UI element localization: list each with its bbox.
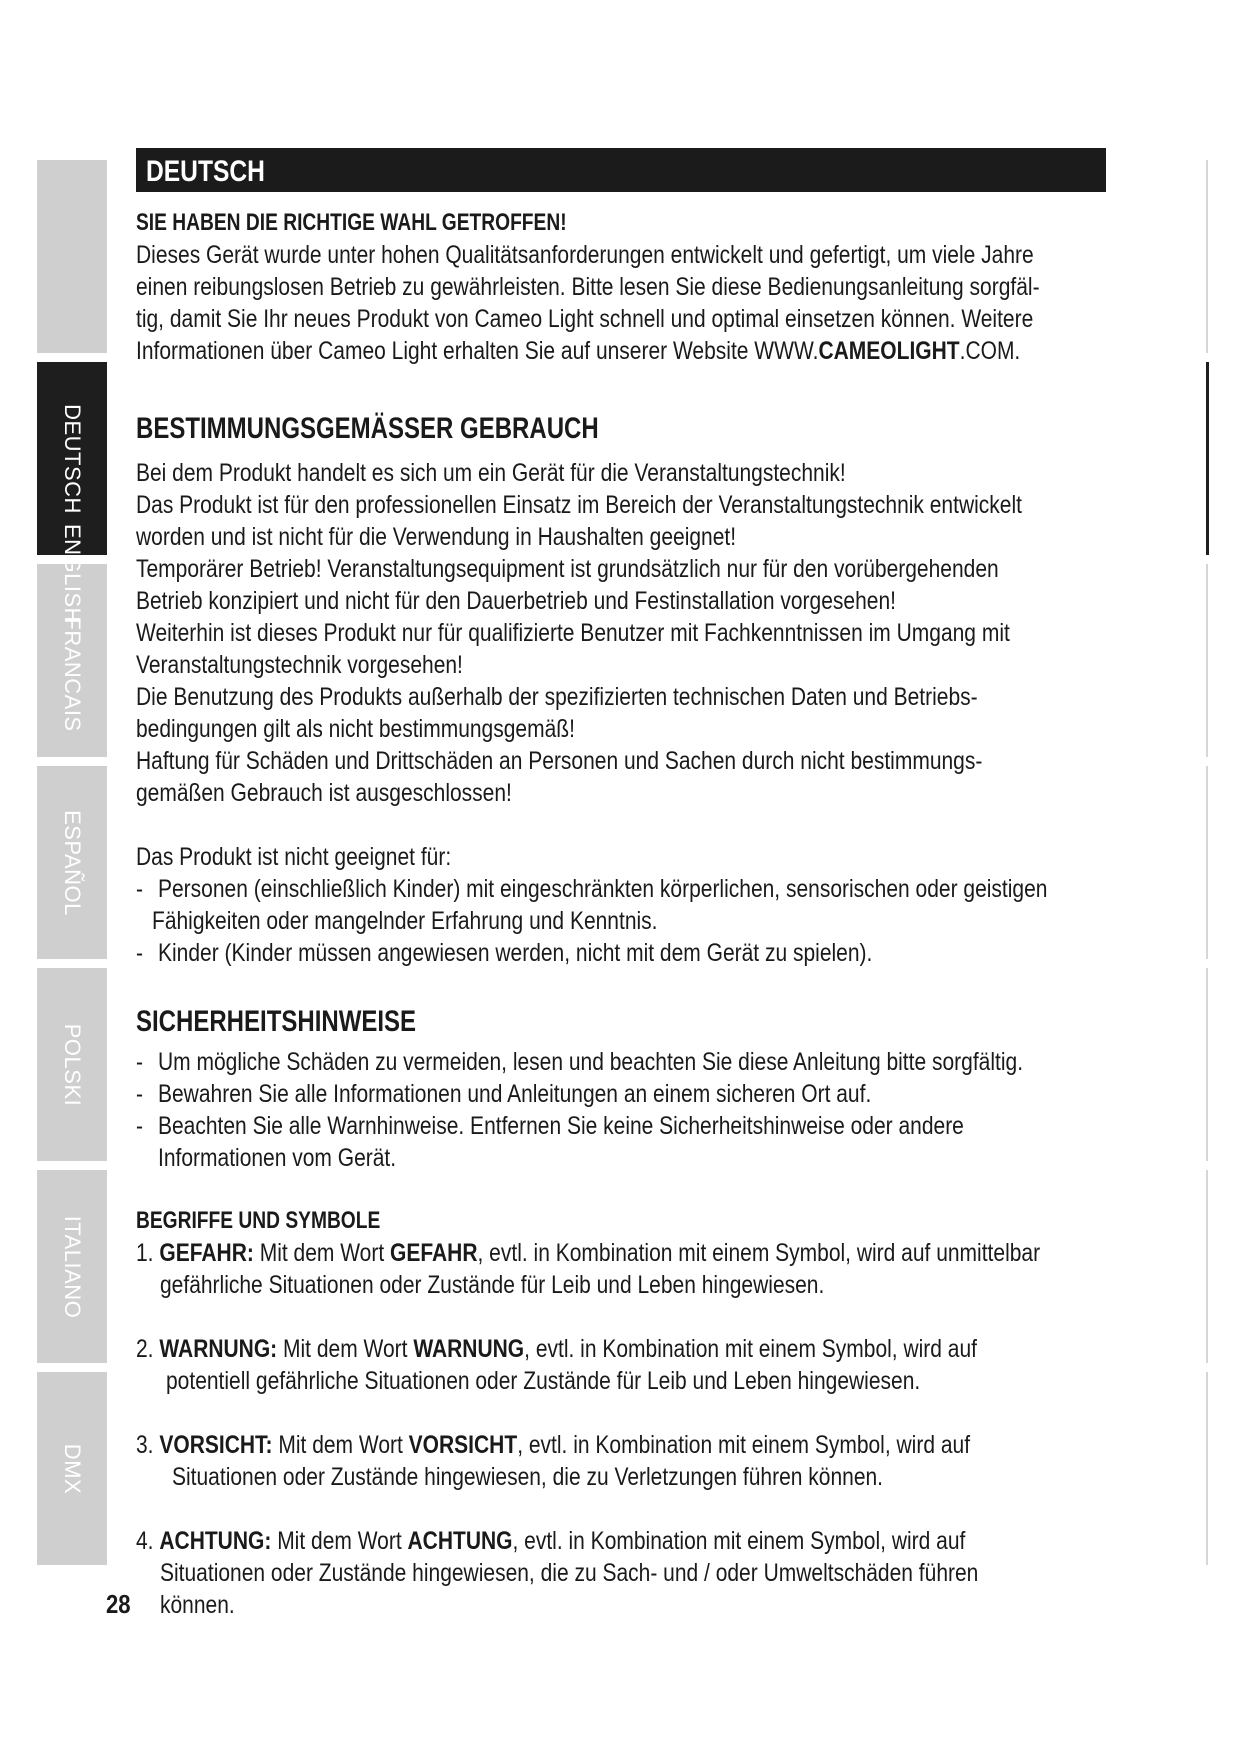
intended-use-line: bedingungen gilt als nicht bestimmungsgemäß!	[136, 715, 575, 743]
website-brand: CAMEOLIGHT	[818, 337, 960, 365]
right-edge-mark	[1206, 1170, 1208, 1363]
intended-use-line: Bei dem Produkt handelt es sich um ein Gerät für die Veranstaltungstechnik!	[136, 459, 846, 487]
page-number: 28	[106, 1589, 131, 1619]
tab-label-deutsch: DEUTSCH	[60, 403, 85, 514]
safety-section	[136, 1002, 1136, 1174]
intended-use-line: worden und ist nicht für die Verwendung in Haushalten geeignet!	[136, 523, 737, 551]
tab-polski[interactable]	[37, 968, 107, 1161]
safety-heading: SICHERHEITSHINWEISE	[136, 1005, 417, 1038]
tab-label-francais: FRANCAIS	[60, 616, 85, 732]
list-item: - Um mögliche Schäden zu vermeiden, lesen und beachten Sie diese Anleitung bitte sorgfältig.	[136, 1048, 1024, 1076]
tab-label-espanol: ESPAÑOL	[60, 809, 85, 916]
intended-use-line: gemäßen Gebrauch ist ausgeschlossen!	[136, 779, 512, 807]
right-edge-mark	[1206, 1372, 1208, 1565]
list-item: - Beachten Sie alle Warnhinweise. Entfernen Sie keine Sicherheitshinweise oder andere	[136, 1112, 964, 1140]
intro-line: tig, damit Sie Ihr neues Produkt von Cameo Light schnell und optimal einsetzen können. Weitere	[136, 305, 1034, 333]
right-edge-mark	[1206, 766, 1208, 959]
intro-section	[136, 207, 1136, 367]
list-item: - Personen (einschließlich Kinder) mit eingeschränkten körperlichen, sensorischen oder geistigen	[136, 875, 1048, 903]
right-edge-mark	[1206, 564, 1208, 757]
terms-heading: BEGRIFFE UND SYMBOLE	[136, 1207, 381, 1234]
tab-deutsch[interactable]	[37, 160, 107, 353]
tab-dmx[interactable]	[37, 1372, 107, 1565]
list-item-continuation: Fähigkeiten oder mangelnder Erfahrung und Kenntnis.	[152, 907, 658, 935]
tab-espanol[interactable]	[37, 766, 107, 959]
language-banner	[136, 148, 1106, 192]
intended-use-line: Betrieb konzipiert und nicht für den Dauerbetrieb und Festinstallation vorgesehen!	[136, 587, 896, 615]
intro-line: einen reibungslosen Betrieb zu gewährleisten. Bitte lesen Sie diese Bedienungsanleitung sorgfäl-	[136, 273, 1040, 301]
intended-use-line: Haftung für Schäden und Drittschäden an Personen und Sachen durch nicht bestimmungs-	[136, 747, 983, 775]
right-edge-mark	[1206, 160, 1208, 353]
tab-label-english: ENGLISH	[60, 523, 85, 624]
tab-english[interactable]	[37, 523, 107, 757]
intended-use-line: Veranstaltungstechnik vorgesehen!	[136, 651, 463, 679]
term-item-attention: 4. ACHTUNG: Mit dem Wort ACHTUNG, evtl. in Kombination mit einem Symbol, wird auf Situationen oder Zustände hingewiesen, die zu Sach- und / oder Umweltschäden führen können.	[136, 1527, 979, 1619]
term-item-caution: 3. VORSICHT: Mit dem Wort VORSICHT, evtl. in Kombination mit einem Symbol, wird auf Situationen oder Zustände hingewiesen, die zu Verletzungen führen können.	[136, 1431, 971, 1491]
list-item-continuation: Informationen vom Gerät.	[158, 1144, 397, 1172]
list-item: - Kinder (Kinder müssen angewiesen werden, nicht mit dem Gerät zu spielen).	[136, 939, 873, 967]
right-edge-mark	[1206, 968, 1208, 1161]
terms-section	[136, 1205, 1136, 1621]
list-item: - Bewahren Sie alle Informationen und Anleitungen an einem sicheren Ort auf.	[136, 1080, 872, 1108]
not-suitable-intro: Das Produkt ist nicht geeignet für:	[136, 843, 452, 871]
intended-use-heading: BESTIMMUNGSGEMÄSSER GEBRAUCH	[136, 412, 599, 445]
intro-line: Dieses Gerät wurde unter hohen Qualitätsanforderungen entwickelt und gefertigt, um viele Jahre	[136, 241, 1034, 269]
tab-label-polski: POLSKI	[60, 1023, 85, 1106]
tab-label-dmx: DMX	[60, 1443, 85, 1494]
language-banner-title: DEUTSCH	[146, 155, 265, 188]
intended-use-line: Das Produkt ist für den professionellen Einsatz im Bereich der Veranstaltungstechnik entwickelt	[136, 491, 1022, 519]
term-item-warning: 2. WARNUNG: Mit dem Wort WARNUNG, evtl. in Kombination mit einem Symbol, wird auf potentiell gefährliche Situationen oder Zustände für Leib und Leben hingewiesen.	[136, 1335, 978, 1395]
tab-label-italiano: ITALIANO	[60, 1215, 85, 1318]
intended-use-line: Temporärer Betrieb! Veranstaltungsequipment ist grundsätzlich nur für den vorübergehenden	[136, 555, 999, 583]
right-edge-mark-active	[1206, 362, 1209, 555]
intro-website-line: Informationen über Cameo Light erhalten Sie auf unserer Website WWW.CAMEOLIGHT.COM.	[136, 337, 1021, 365]
intended-use-section	[136, 409, 1136, 969]
intro-heading: SIE HABEN DIE RICHTIGE WAHL GETROFFEN!	[136, 209, 567, 236]
term-item-danger: 1. GEFAHR: Mit dem Wort GEFAHR, evtl. in Kombination mit einem Symbol, wird auf unmittelbar gefährliche Situationen oder Zustände für Leib und Leben hingewiesen.	[136, 1239, 1041, 1299]
intended-use-line: Weiterhin ist dieses Produkt nur für qualifizierte Benutzer mit Fachkenntnissen im Umgang mit	[136, 619, 1010, 647]
tab-italiano[interactable]	[37, 1170, 107, 1363]
intended-use-line: Die Benutzung des Produkts außerhalb der spezifizierten technischen Daten und Betriebs-	[136, 683, 978, 711]
